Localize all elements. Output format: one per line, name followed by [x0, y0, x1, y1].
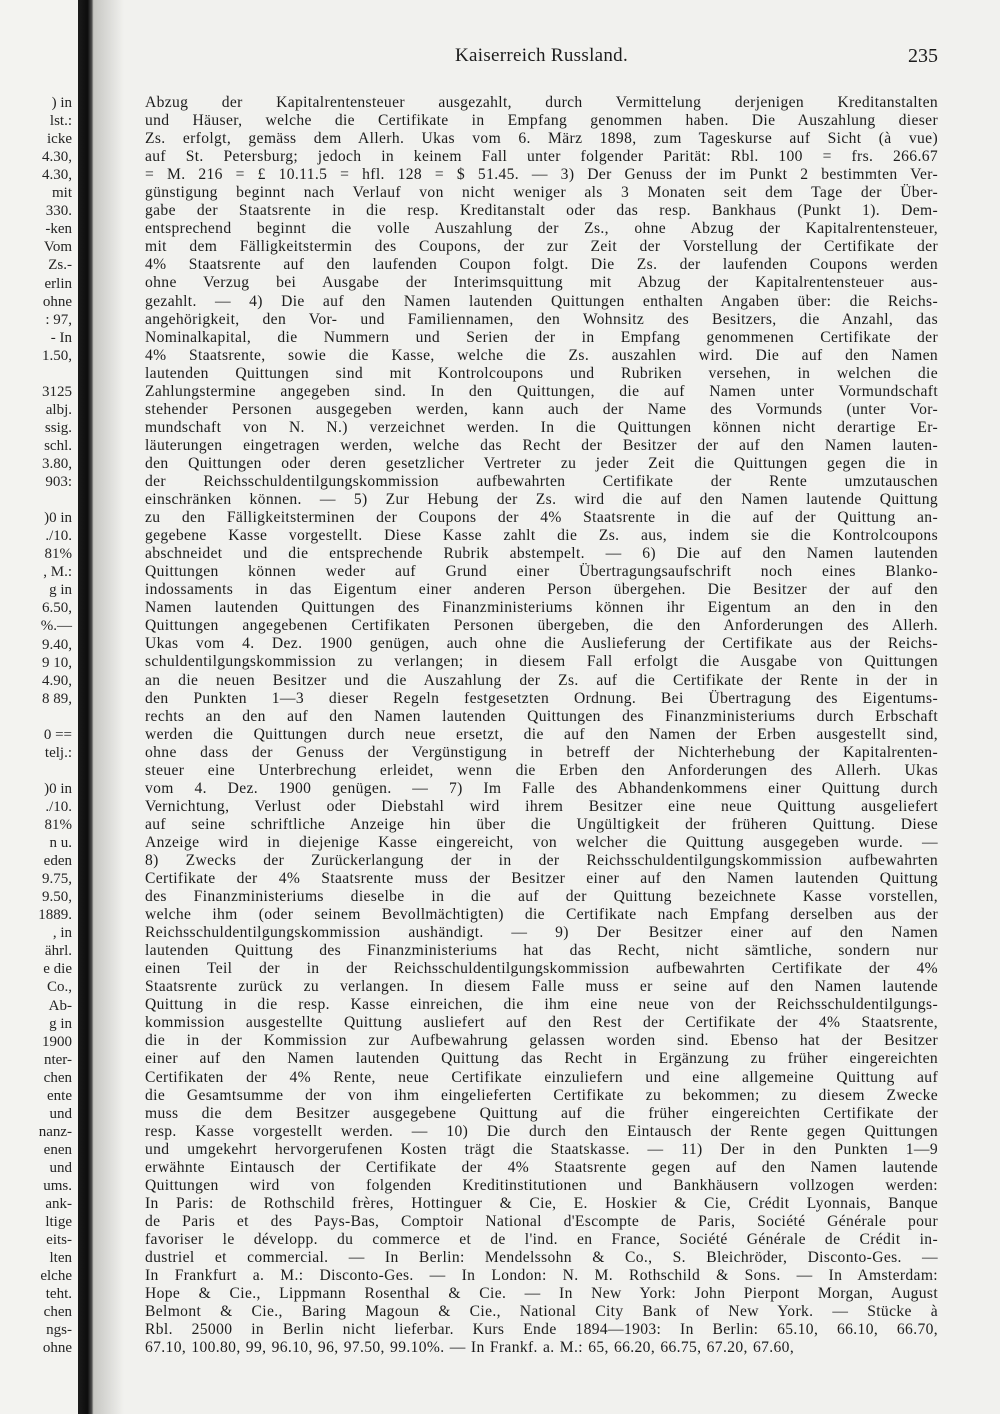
facing-page-fragment: Vom [43, 239, 72, 256]
facing-page-fragment: 81% [44, 817, 72, 833]
text-line: kommission ausgestellte Quittung ausliefert auf den Rest der Certifikate der 4% Staatsrente, [145, 1014, 938, 1032]
book-gutter [78, 0, 94, 1414]
facing-page-fragment: telj.: [44, 744, 72, 761]
facing-page-fragment: ank- [45, 1196, 72, 1213]
facing-page-fragment: 3.80, [42, 456, 72, 472]
facing-page-fragment: ährl. [44, 943, 72, 960]
text-line: Quittungen können weder auf Grund einer Übertragungsaufschrift noch eines Blanko- [145, 563, 938, 581]
text-line: indossaments in das Eigentum einer anderen Person übergehen. Die Besitzer der auf den [145, 581, 938, 599]
text-line: Abzug der Kapitalrentensteuer ausgezahlt, durch Vermittelung derjenigen Kreditanstalten [145, 94, 938, 111]
text-line: Quittungen wird von folgenden Kreditinstitutionen und Bankhäusern vollzogen werden: [145, 1176, 938, 1194]
facing-page-fragment: chen [43, 1069, 72, 1086]
text-line: gegebene Kasse vorgestellt. Diese Kasse zahlt die Zs. aus, indem sie die Kontrolcoupons [145, 527, 938, 545]
facing-page-fragment: 81% [44, 546, 72, 563]
facing-page-fragment: 330. [45, 203, 72, 220]
text-line: muss die dem Besitzer ausgegebene Quittung auf die früher eingereichten Certifikate der [145, 1104, 938, 1122]
facing-page-fragment: n u. [49, 835, 72, 852]
facing-page-fragment: mit [51, 185, 72, 202]
facing-page-fragment: - In [50, 329, 72, 346]
facing-page-fragment: 9.40, [42, 636, 72, 653]
text-line: des Finanzministeriums dieselbe in die auf der Quittung bezeichnete Kasse vorstellen, [145, 888, 938, 906]
facing-page-fragment: eden [43, 853, 72, 870]
text-line: Belmont & Cie., Baring Magoun & Cie., National City Bank of New York. — Stücke à [145, 1303, 938, 1321]
text-line: entsprechend beginnt die volle Auszahlung der Zs., ohne Abzug der Kapitalrentensteuer, [145, 220, 938, 238]
text-line: erwähnte Eintausch der Certifikate der 4% Staatsrente gegen auf den Namen lautende [145, 1158, 938, 1176]
facing-page-fragment: chen [43, 1304, 72, 1321]
text-line: resp. Kasse vorgestellt werden. — 10) Die durch den Eintausch der Rente gegen Quittungen [145, 1122, 938, 1140]
facing-page-fragment: Ab- [48, 997, 72, 1014]
text-line: auf St. Petersburg; jedoch in keinem Fall unter folgender Parität: Rbl. 100 = frs. 266.67 [145, 148, 938, 166]
facing-page-fragment: e die [43, 961, 72, 978]
facing-page-fragment: albj. [45, 401, 72, 418]
facing-page-fragment: ./10. [45, 528, 72, 545]
facing-page-fragment: %.— [40, 618, 72, 635]
text-line: läuterungen eingetragen werden, welche das Recht der Besitzer der auf den Namen lauten- [145, 436, 938, 454]
text-line: 67.10, 100.80, 99, 96.10, 96, 97.50, 99.10%. — In Frankf. a. M.: 65, 66.20, 66.75, 67.20, 67.60, [145, 1339, 795, 1357]
text-line: Vernichtung, Verlust oder Diebstahl wird ihrem Besitzer eine neue Quittung ausgeliefert [145, 797, 938, 815]
facing-page-fragment: lten [49, 1250, 72, 1267]
facing-page-fragment: und [49, 1159, 72, 1176]
facing-page-fragment: g in [49, 582, 72, 599]
text-line: 4% Staatsrente, sowie die Kasse, welche die Zs. auszahlen wird. Die auf den Namen [145, 346, 938, 364]
text-line: vom 4. Dez. 1900 genügen. — 7) Im Falle des Abhandenkommens einer Quittung durch [145, 779, 938, 797]
facing-page-fragment: Zs.- [48, 257, 72, 274]
text-line: Hope & Cie., Lippmann Rosenthal & Cie. — In New York: John Pierpont Morgan, August [145, 1285, 938, 1303]
page-number: 235 [908, 45, 938, 67]
facing-page-fragment: nanz- [38, 1123, 72, 1140]
facing-page-fragment: ) in [51, 95, 72, 111]
facing-page-fragment: lst.: [49, 113, 72, 130]
text-line: de Paris et des Pays-Bas, Comptoir National d'Escompte de Paris, Société Générale pour [145, 1212, 938, 1230]
text-line: Certifikaten der 4% Rente, neue Certifikate einzuliefern und eine allgemeine Quittung auf [145, 1068, 938, 1086]
facing-page-fragment: , in [52, 925, 72, 942]
facing-page-fragment: 1.50, [42, 347, 72, 364]
facing-page-fragment: 6.50, [42, 600, 72, 617]
facing-page-fragment: ohne [42, 293, 72, 310]
facing-page-fragment: elche [40, 1268, 72, 1285]
text-line: lautenden Quittung des Finanzministeriums hat das Recht, nicht sämtliche, sondern nur [145, 942, 938, 960]
text-line: = M. 216 = £ 10.11.5 = hfl. 128 = $ 51.45. — 3) Der Genuss der im Punkt 2 bestimmten Ver- [145, 166, 938, 184]
running-head: Kaiserreich Russland. [455, 45, 629, 66]
text-line: Quittung in die resp. Kasse einreichen, die ihm eine neue von der Reichsschuldentilgungs- [145, 996, 938, 1014]
text-line: angehörigkeit, den Vor- und Familiennamen, den Wohnsitz des Besitzers, die Anzahl, das [145, 310, 938, 328]
text-line: Certifikate der 4% Staatsrente muss der Besitzer einer auf den Namen lautenden Quittung [145, 870, 938, 888]
text-line: steuer eine Unterbrechung erleidet, wenn die Erben den Anforderungen des Allerh. Ukas [145, 761, 938, 779]
text-line: Ukas vom 4. Dez. 1900 genügen, auch ohne die Auslieferung der Certifikate aus der Reichs- [145, 635, 938, 653]
text-line: abschneidet und die entsprechende Rubrik abstempelt. — 6) Die auf den Namen lautenden [145, 545, 938, 563]
text-line: rechts an den auf den Namen lautenden Quittungen des Finanzministeriums durch Erbschaft [145, 707, 938, 725]
facing-page-fragment: eits- [46, 1232, 72, 1249]
text-line: Anzeige wird in diejenige Kasse eingereicht, von welcher die Quittung ausgegeben wurde. — [145, 833, 938, 851]
facing-page-fragment: )0 in [44, 780, 72, 797]
facing-page-fragment: ohne [42, 1340, 72, 1357]
facing-page-fragment: -ken [45, 221, 72, 238]
text-line: Rbl. 25000 in Berlin nicht lieferbar. Kurs Ende 1894—1903: In Berlin: 65.10, 66.10, 66.70, [145, 1321, 938, 1339]
facing-page-fragment: 0 == [43, 726, 72, 743]
text-line: mit dem Fälligkeitstermin des Coupons, der zur Zeit der Vorstellung der Certifikate der [145, 238, 938, 256]
text-line: den Quittungen oder deren gesetzlicher Vertreter zu jeder Zeit die Quittungen gegen die in [145, 454, 938, 472]
facing-page-fragment: ngs- [46, 1322, 72, 1339]
text-line: lautenden Quittungen sind mit Kontrolcoupons und Rubriken versehen, in welchen die [145, 364, 938, 382]
text-line: einer auf den Namen lautenden Quittung das Recht in Ergänzung zu früher eingereichten [145, 1050, 938, 1068]
facing-page-fragment: erlin [44, 275, 72, 292]
text-line: Nominalkapital, die Nummern und Serien der in Empfang genommenen Certifikate der [145, 328, 938, 346]
text-line: mundschaft von N. N.) verzeichnet werden. In die Quittungen können nicht derartige Er- [145, 418, 938, 436]
facing-page-fragment: : 97, [45, 311, 72, 328]
gutter-shadow [94, 0, 124, 1414]
text-line: die in der Kommission zur Aufbewahrung gelassen worden sind. Ebenso hat der Besitzer [145, 1032, 938, 1050]
facing-page-fragment: nter- [43, 1051, 72, 1068]
text-line: ohne dass der Genuss der Vergünstigung in betreff der Nichterhebung der Kapitalrenten- [145, 743, 938, 761]
text-line: gabe der Staatsrente in die resp. Kreditanstalt oder das resp. Bankhaus (Punkt 1). Dem- [145, 202, 938, 220]
facing-page-fragment: 4.90, [42, 672, 72, 689]
facing-page-fragment: ./10. [45, 798, 72, 815]
text-line: die Gesamtsumme der von ihm eingelieferten Certifikate zu bekommen; zu diesem Zwecke [145, 1086, 938, 1104]
text-line: und umgekehrt hervorgerufenen Kosten trägt die Staatskasse. — 11) Der in den Punkten 1—9 [145, 1140, 938, 1158]
text-line: Zahlungstermine angegeben sind. In den Quittungen, die auf Namen unter Vormundschaft [145, 382, 938, 400]
text-line: der Reichsschuldentilgungskommission aufbewahrten Certifikate der Rente umzutauschen [145, 472, 938, 490]
facing-page-fragment: 4.30, [42, 149, 72, 166]
text-line: In Paris: de Rothschild frères, Hottinguer & Cie, E. Hoskier & Cie, Crédit Lyonnais, Banque [145, 1194, 938, 1212]
text-line: einschränken können. — 5) Zur Hebung der Zs. wird die auf den Namen lautende Quittung [145, 491, 938, 509]
facing-page-fragment: 903: [45, 474, 72, 491]
facing-page-fragment: 1889. [38, 907, 72, 924]
text-line: gezahlt. — 4) Die auf den Namen lautenden Quittungen enthalten Angaben über: die Reichs- [145, 292, 938, 310]
facing-page-fragment: 3125 [42, 383, 72, 400]
facing-page-fragment: ums. [43, 1178, 72, 1194]
text-line: 8) Zwecks der Zurückerlangung der in der Reichsschuldentilgungskommission aufbewahrten [145, 851, 938, 869]
text-line: auf seine schriftliche Anzeige hin über die Ungültigkeit der früheren Quittung. Diese [145, 815, 938, 833]
text-line: ohne Verzug bei Ausgabe der Interimsquittung mit Abzug der Kapitalrentensteuer aus- [145, 274, 938, 292]
text-line: In Frankfurt a. M.: Disconto-Ges. — In London: N. M. Rothschild & Sons. — In Amsterdam: [145, 1267, 938, 1285]
text-line: Quittungen angegebenen Certifikaten Personen übergeben, die den Anforderungen des Allerh. [145, 617, 938, 635]
text-line: stehender Personen ausgegeben werden, kann auch der Name des Vormunds (unter Vor- [145, 400, 938, 418]
facing-page-fragment: Co., [46, 979, 72, 996]
facing-page-fragment: teht. [45, 1286, 72, 1303]
text-line: Reichsschuldentilgungskommission aushändigt. — 9) Der Besitzer einer auf den Namen [145, 924, 938, 942]
text-line: schuldentilgungskommission zu verlangen; in diesem Fall erfolgt die Ausgabe von Quittungen [145, 653, 938, 671]
facing-page-fragment: 4.30, [42, 167, 72, 184]
facing-page-fragment: 9 10, [42, 654, 72, 671]
text-line: Staatsrente zurück zu verlangen. In diesem Falle muss er seine auf den Namen lautende [145, 978, 938, 996]
text-line: den Punkten 1—3 dieser Regeln festgesetzten Ordnung. Bei Übertragung des Eigentums- [145, 689, 938, 707]
text-line: zu den Fälligkeitsterminen der Coupons der 4% Staatsrente in die auf der Quittung an- [145, 509, 938, 527]
facing-page-fragment: ssig. [44, 419, 72, 436]
text-line: favoriser le développ. du commerce et de l'ind. en France, Société Générale de Crédit in- [145, 1230, 938, 1248]
text-line: dustriel et commercial. — In Berlin: Mendelssohn & Co., S. Bleichröder, Disconto-Ges. — [145, 1249, 938, 1266]
facing-page-fragment: und [49, 1105, 72, 1122]
facing-page-fragment: icke [47, 131, 72, 148]
text-line: günstigung beginnt nach Verlauf von nicht weniger als 3 Monaten seit dem Tage der Über- [145, 184, 938, 202]
facing-page-fragment: , M.: [43, 564, 72, 581]
facing-page-fragment: ente [47, 1087, 72, 1104]
facing-page-fragment: schl. [44, 437, 72, 454]
facing-page-fragment: )0 in [44, 510, 72, 527]
facing-page-fragment: 1900 [42, 1033, 72, 1050]
text-line: an die neuen Besitzer und die Auszahlung der Zs. auf die Certifikate der Rente in der in [145, 671, 938, 689]
facing-page-fragment: g in [49, 1015, 72, 1032]
text-line: werden die Quittungen durch neue ersetzt, die auf den Namen der Erben ausgestellt sind, [145, 725, 938, 743]
text-line: Namen lautenden Quittungen des Finanzministeriums können ihr Eigentum an den in den [145, 599, 938, 617]
facing-page-fragment: 9.50, [42, 889, 72, 906]
body-text [145, 94, 938, 1357]
facing-page-fragment: 8 89, [42, 690, 72, 707]
facing-page-fragment: 9.75, [42, 871, 72, 888]
facing-page-fragment: ltige [45, 1214, 72, 1231]
facing-page-margin [0, 0, 78, 1414]
text-line: einen Teil der in der Reichsschuldentilgungskommission aufbewahrten Certifikate der 4% [145, 960, 938, 978]
text-line: Zs. erfolgt, gemäss dem Allerh. Ukas vom 6. März 1898, zum Tageskurse auf Sicht (à vue) [145, 130, 938, 148]
text-line: welche ihm (oder seinem Bevollmächtigten) die Certifikate nach Empfang derselben aus der [145, 906, 938, 924]
text-line: und Häuser, welche die Certifikate in Empfang genommen haben. Die Auszahlung dieser [145, 112, 938, 130]
facing-page-fragment: enen [43, 1141, 72, 1158]
text-line: 4% Staatsrente auf den laufenden Coupon folgt. Die Zs. der laufenden Coupons werden [145, 256, 938, 274]
